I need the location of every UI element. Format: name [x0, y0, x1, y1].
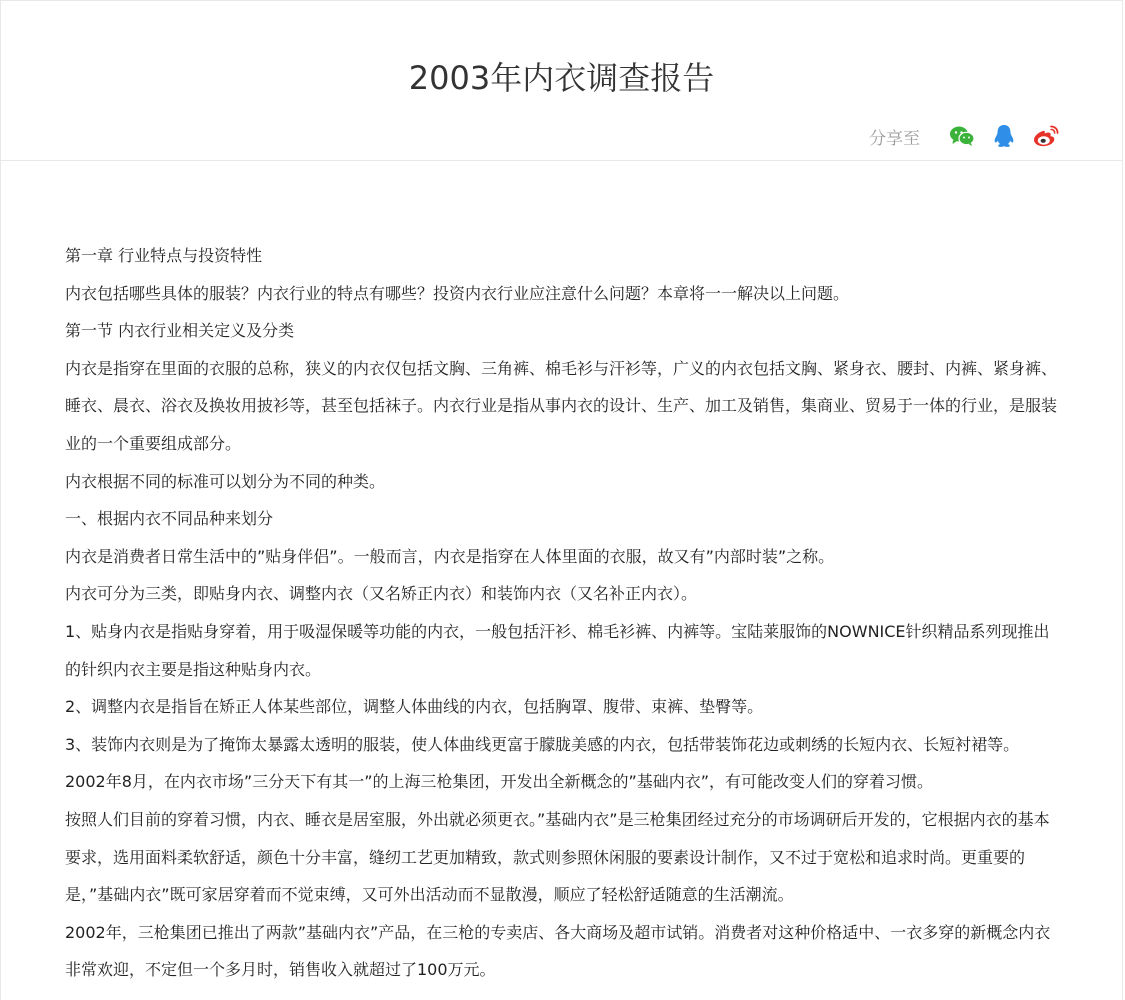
paragraph: 3、装饰内衣则是为了掩饰太暴露太透明的服装，使人体曲线更富于朦胧美感的内衣，包括带装饰花边或刺绣的长短内衣、长短衬裙等。: [65, 734, 1020, 754]
paragraph: 2002年8月，在内衣市场”三分天下有其一”的上海三枪集团，开发出全新概念的”基础内衣”，有可能改变人们的穿着习惯。: [65, 772, 934, 792]
share-label: 分享至: [869, 128, 920, 149]
paragraph: 1、贴身内衣是指贴身穿着，用于吸湿保暖等功能的内衣，一般包括汗衫、棉毛衫裤、内裤等。宝陆莱服饰的NOWNICE针织精品系列现推出的针织内衣主要是指这种贴身内衣。: [65, 621, 1050, 679]
share-bar: [869, 121, 1060, 151]
article-header: [1, 1, 1122, 161]
section-heading: 第一节 内衣行业相关定义及分类: [65, 321, 295, 341]
paragraph: 内衣根据不同的标准可以划分为不同的种类。: [65, 471, 386, 491]
paragraph: 2002年，三枪集团已推出了两款”基础内衣”产品，在三枪的专卖店、各大商场及超市试销。消费者对这种价格适中、一衣多穿的新概念内衣非常欢迎，不定但一个多月时，销售收入就超过了100万元。: [65, 922, 1051, 980]
weibo-icon[interactable]: [1032, 122, 1060, 150]
article-title: 2003年内衣调查报告: [408, 59, 715, 97]
paragraph: 内衣是消费者日常生活中的”贴身伴侣”。一般而言，内衣是指穿在人体里面的衣服，故又有”内部时装”之称。: [65, 546, 835, 566]
paragraph: 按照人们目前的穿着习惯，内衣、睡衣是居室服，外出就必须更衣。”基础内衣”是三枪集团经过充分的市场调研后开发的，它根据内衣的基本要求，选用面料柔软舒适，颜色十分丰富，缝纫工艺更加精致，款式则参照休闲服的要素设计制作，又不过于宽松和追求时尚。更重要的是，”基础内衣”既可家居穿着而不觉束缚，又可外出活动而不显散漫，顺应了轻松舒适随意的生活潮流。: [65, 809, 1050, 905]
paragraph: 内衣包括哪些具体的服装？内衣行业的特点有哪些？投资内衣行业应注意什么问题？本章将一一解决以上问题。: [65, 283, 850, 303]
paragraph: 内衣是指穿在里面的衣服的总称，狭义的内衣仅包括文胸、三角裤、棉毛衫与汗衫等，广义的内衣包括文胸、紧身衣、腰封、内裤、紧身裤、睡衣、晨衣、浴衣及换妆用披衫等，甚至包括袜子。内衣行业是指从事内衣的设计、生产、加工及销售，集商业、贸易于一体的行业，是服装业的一个重要组成部分。: [65, 358, 1058, 453]
subsection-heading: 一、根据内衣不同品种来划分: [65, 509, 274, 529]
wechat-icon[interactable]: [948, 122, 976, 150]
paragraph: 2、调整内衣是指旨在矫正人体某些部位，调整人体曲线的内衣，包括胸罩、腹带、束裤、垫臀等。: [65, 697, 764, 717]
article-body: [65, 237, 1060, 989]
chapter-heading: 第一章 行业特点与投资特性: [65, 246, 263, 265]
qq-icon[interactable]: [990, 122, 1018, 150]
paragraph: 内衣可分为三类，即贴身内衣、调整内衣（又名矫正内衣）和装饰内衣（又名补正内衣）。: [65, 584, 698, 604]
